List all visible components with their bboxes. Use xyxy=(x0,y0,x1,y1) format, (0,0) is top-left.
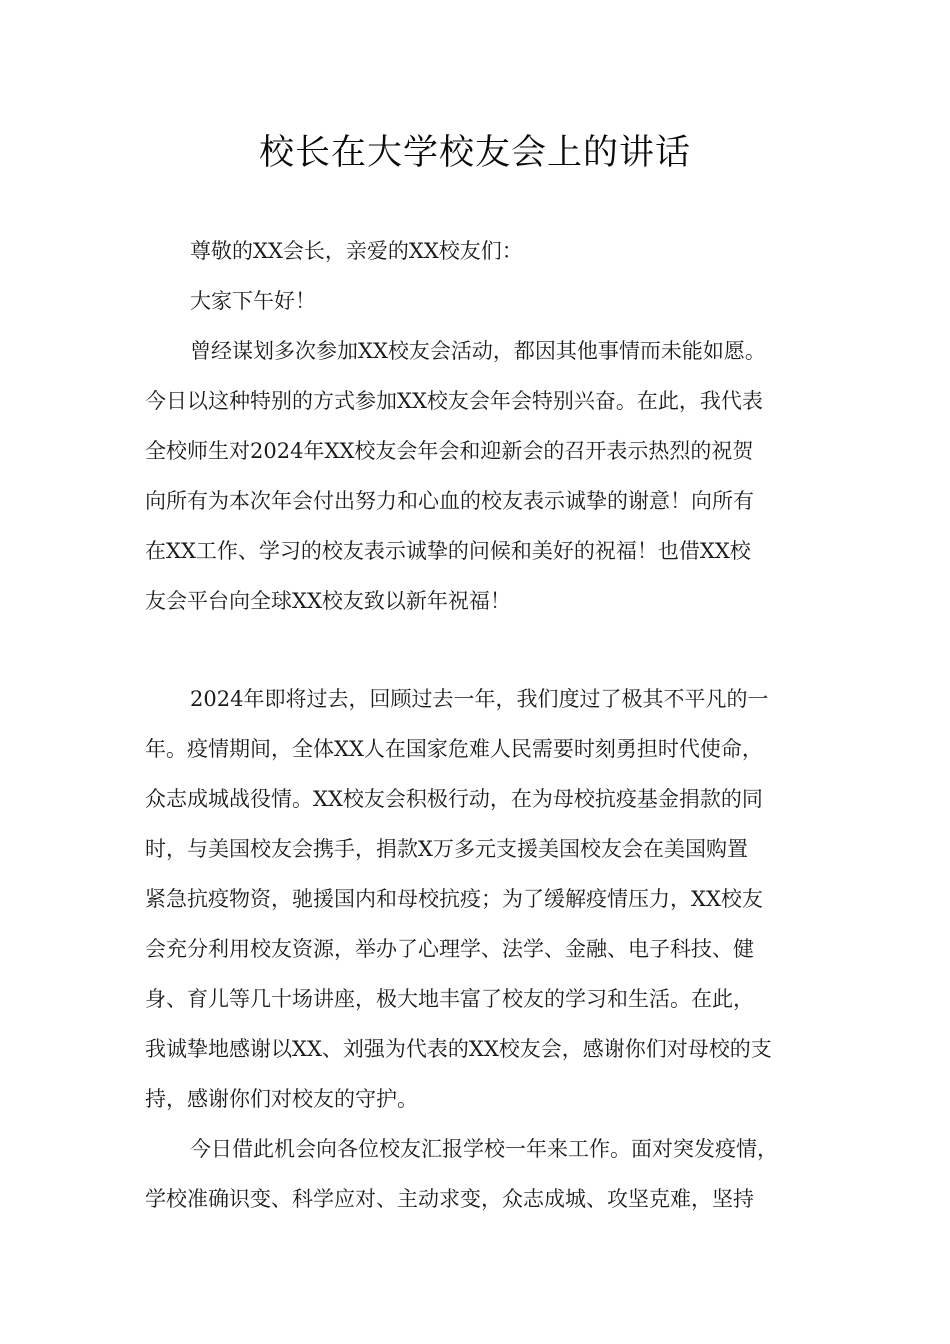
paragraph-line: 持，感谢你们对校友的守护。 xyxy=(145,1087,418,1111)
salutation: 尊敬的XX会长，亲爱的XX校友们： xyxy=(190,239,523,263)
paragraph-line: 时，与美国校友会携手，捐款X万多元支援美国校友会在美国购置 xyxy=(145,837,748,861)
paragraph-line: 会充分利用校友资源，举办了心理学、法学、金融、电子科技、健 xyxy=(145,937,754,961)
paragraph-line: 我诚挚地感谢以XX、刘强为代表的XX校友会，感谢你们对母校的支 xyxy=(145,1037,772,1061)
paragraph-line: 众志成城战役情。XX校友会积极行动，在为母校抗疫基金捐款的同 xyxy=(145,787,763,811)
paragraph-line: 学校准确识变、科学应对、主动求变，众志成城、攻坚克难，坚持 xyxy=(145,1187,754,1211)
document-title: 校长在大学校友会上的讲话 xyxy=(258,133,691,173)
paragraph-line: 在XX工作、学习的校友表示诚挚的问候和美好的祝福！也借XX校 xyxy=(145,539,751,563)
paragraph-line: 身、育儿等几十场讲座，极大地丰富了校友的学习和生活。在此， xyxy=(145,987,754,1011)
paragraph-line: 紧急抗疫物资，驰援国内和母校抗疫；为了缓解疫情压力，XX校友 xyxy=(145,887,763,911)
paragraph-line: 向所有为本次年会付出努力和心血的校友表示诚挚的谢意！向所有 xyxy=(145,489,754,513)
paragraph-line: 友会平台向全球XX校友致以新年祝福！ xyxy=(145,589,511,613)
paragraph-line: 今日以这种特别的方式参加XX校友会年会特别兴奋。在此，我代表 xyxy=(145,389,763,413)
paragraph-line: 全校师生对2024年XX校友会年会和迎新会的召开表示热烈的祝贺 xyxy=(145,439,754,463)
paragraph-line: 年。疫情期间，全体XX人在国家危难人民需要时刻勇担时代使命， xyxy=(145,737,763,761)
paragraph-line: 今日借此机会向各位校友汇报学校一年来工作。面对突发疫情， xyxy=(190,1137,778,1161)
paragraph-line: 曾经谋划多次参加XX校友会活动，都因其他事情而未能如愿。 xyxy=(190,339,766,363)
greeting: 大家下午好！ xyxy=(190,289,316,313)
paragraph-line: 2024年即将过去，回顾过去一年，我们度过了极其不平凡的一 xyxy=(190,687,769,711)
